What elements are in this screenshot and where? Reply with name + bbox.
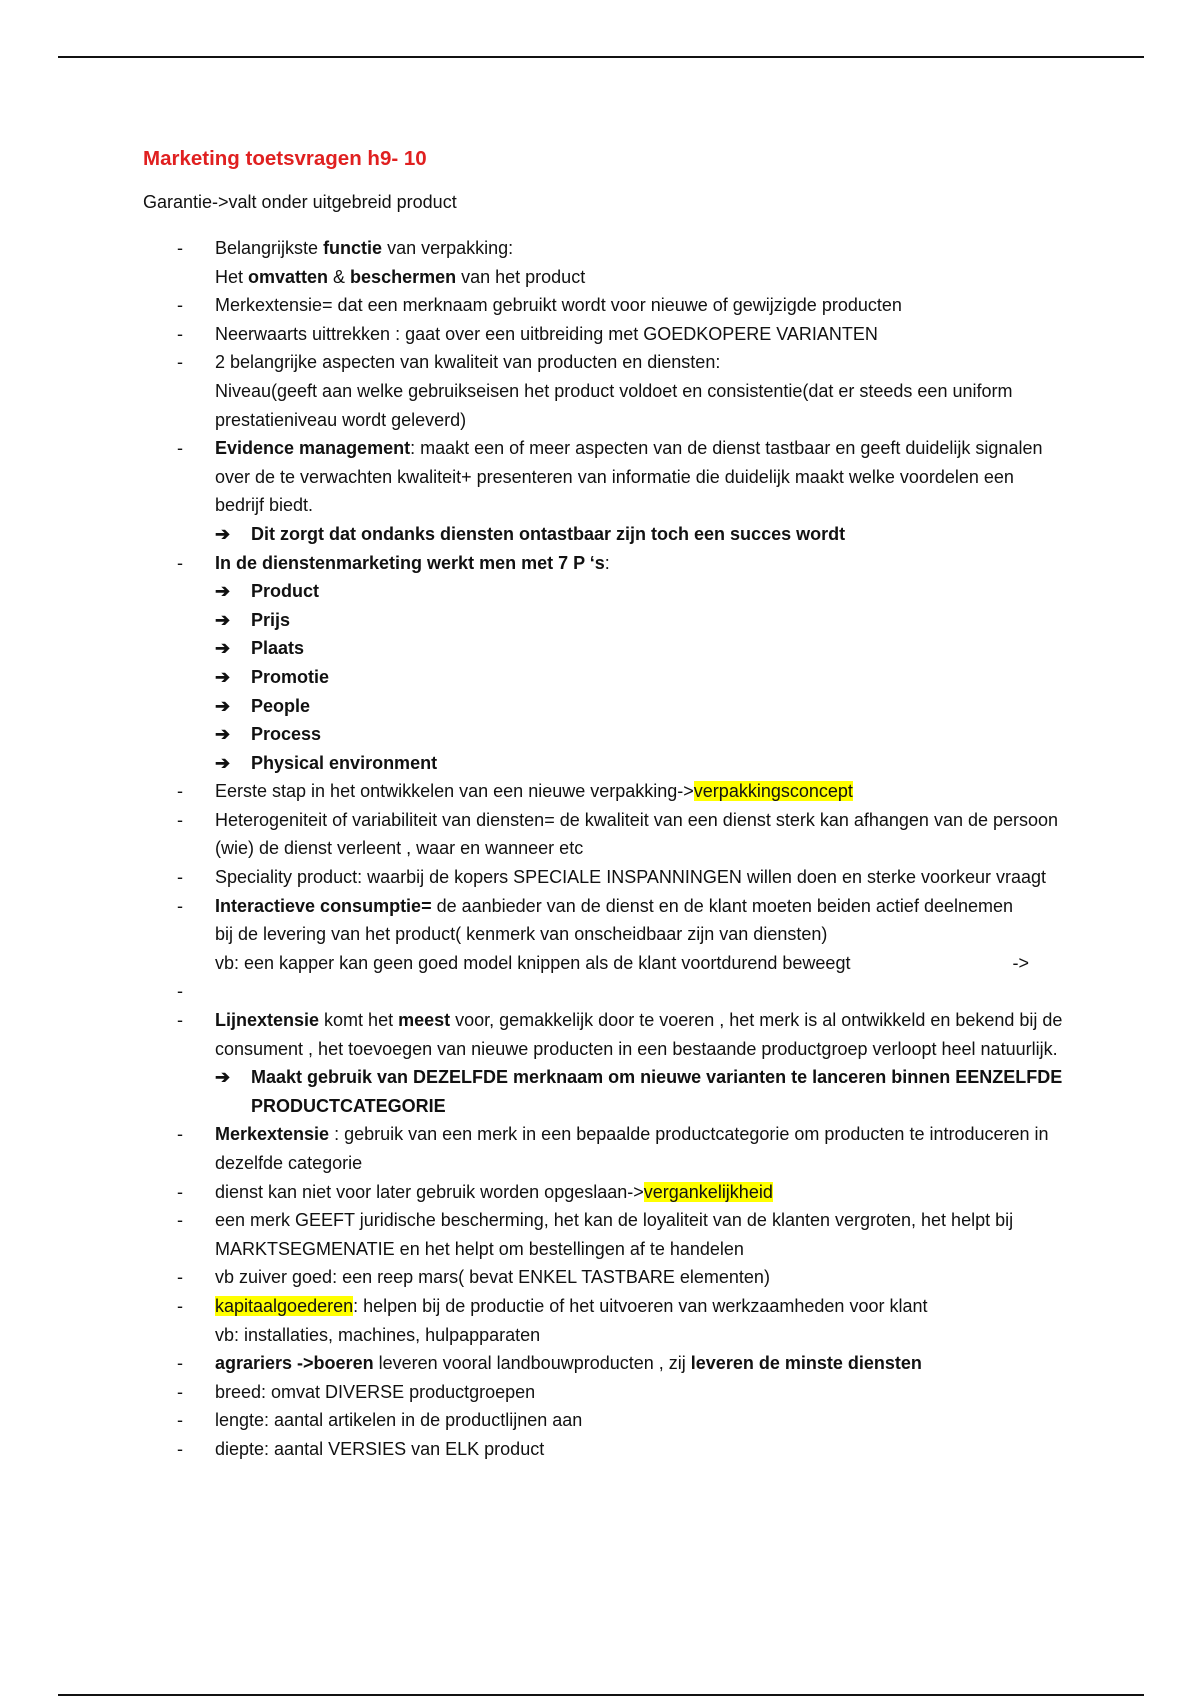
arrow-point: ➔ Dit zorgt dat ondanks diensten ontastbaar zijn toch een succes wordt (215, 520, 1063, 549)
arrow-point: ➔ Plaats (215, 634, 1063, 663)
bullet-dash: - (177, 1438, 183, 1459)
arrow-right-icon: ➔ (215, 724, 231, 745)
bullet-dash: - (177, 1381, 183, 1402)
list-item: - agrariers ->boeren leveren vooral landbouwproducten , zij leveren de minste diensten (143, 1349, 1063, 1378)
list-item-text: breed: omvat DIVERSE productgroepen (215, 1381, 536, 1402)
bullet-dash: - (177, 981, 183, 1002)
bullet-dash: - (177, 1410, 183, 1431)
bullet-dash: - (177, 438, 183, 459)
bullet-dash: - (177, 1010, 183, 1031)
list-item: - Merkextensie : gebruik van een merk in een bepaalde productcategorie om producten te introduceren in dezelfde categorie (143, 1120, 1063, 1177)
list-item (143, 1206, 1063, 1263)
arrow-point: ➔ Process (215, 720, 1063, 749)
list-item: - In de dienstenmarketing werkt men met 7 P ‘s: ➔ Product ➔ Prijs ➔ Plaats ➔ Promotie ➔ People ➔ Process ➔ Physical environment (143, 549, 1063, 778)
bullet-dash: - (177, 781, 183, 802)
bullet-dash: - (177, 867, 183, 888)
bullet-dash: - (177, 1267, 183, 1288)
arrow-point: ➔ Promotie (215, 663, 1063, 692)
arrow-right-icon: ➔ (215, 752, 231, 773)
list-item: - Lijnextensie komt het meest voor, gemakkelijk door te voeren , het merk is al ontwikkeld en bekend bij de consument , het toevoegen van nieuwe producten in een bestaande productgroep verloopt heel natuurlijk. ➔ Maakt gebruik van DEZELFDE merknaam om nieuwe varianten te lanceren binnen EENZELFDE PRODUCTCATEGORIE (143, 1006, 1063, 1120)
bullet-dash: - (177, 295, 183, 316)
list-item: - dienst kan niet voor later gebruik worden opgeslaan->vergankelijkheid (143, 1178, 1063, 1207)
arrow-point: ➔ People (215, 692, 1063, 721)
bullet-dash: - (177, 1295, 183, 1316)
arrow-right-icon: ➔ (215, 523, 231, 544)
list-item: - Eerste stap in het ontwikkelen van een nieuwe verpakking->verpakkingsconcept (143, 777, 1063, 806)
list-item: - Interactieve consumptie= de aanbieder van de dienst en de klant moeten beiden actief deelnemen bij de levering van het product( kenmerk van onscheidbaar zijn van diensten) -> vb: een kapper kan geen goed model knippen als de klant voortdurend beweegt (143, 892, 1063, 978)
bullet-dash: - (177, 1353, 183, 1374)
arrow-right-icon: ➔ (215, 609, 231, 630)
list-item (143, 863, 1063, 892)
list-item-text: Heterogeniteit of variabiliteit van diensten= de kwaliteit van een dienst sterk kan afhangen van de persoon (wie) de dienst verleent , waar en wanneer etc (215, 809, 1059, 859)
list-item-text: Neerwaarts uittrekken : gaat over een uitbreiding met GOEDKOPERE VARIANTEN (215, 323, 878, 344)
list-item-text: Speciality product: waarbij de kopers SPECIALE INSPANNINGEN willen doen en sterke voorkeur vraagt (215, 867, 1047, 888)
arrow-right-icon: ➔ (215, 695, 231, 716)
list-item (143, 806, 1063, 863)
document-title: Marketing toetsvragen h9- 10 (143, 147, 427, 170)
highlight: vergankelijkheid (643, 1181, 773, 1202)
notes-list (143, 234, 1063, 1464)
bullet-dash: - (177, 1124, 183, 1145)
bullet-dash: - (177, 352, 183, 373)
arrow-point: ➔ Physical environment (215, 749, 1063, 778)
list-item (143, 1435, 1063, 1464)
list-item-text: lengte: aantal artikelen in de productlijnen aan (215, 1410, 583, 1431)
arrow-point: ➔ Product (215, 577, 1063, 606)
bullet-dash: - (177, 1210, 183, 1231)
arrow-point: ➔ Prijs (215, 606, 1063, 635)
list-item: - kapitaalgoederen: helpen bij de productie of het uitvoeren van werkzaamheden voor klant vb: installaties, machines, hulpapparaten (143, 1292, 1063, 1349)
document-body (143, 144, 1063, 1464)
list-item: - Belangrijkste functie van verpakking: Het omvatten & beschermen van het product (143, 234, 1063, 291)
list-item (143, 1378, 1063, 1407)
bullet-dash: - (177, 552, 183, 573)
bullet-dash: - (177, 895, 183, 916)
list-item-text: diepte: aantal VERSIES van ELK product (215, 1438, 545, 1459)
arrow-right-icon: ➔ (215, 666, 231, 687)
highlight: verpakkingsconcept (693, 781, 853, 802)
arrow-right-icon: ➔ (215, 638, 231, 659)
list-item (143, 291, 1063, 320)
arrow-right-icon: ➔ (215, 1067, 231, 1088)
list-item (143, 320, 1063, 349)
bullet-dash: - (177, 1181, 183, 1202)
bullet-dash: - (177, 238, 183, 258)
bullet-dash: - (177, 809, 183, 830)
list-item-text: Merkextensie= dat een merknaam gebruikt wordt voor nieuwe of gewijzigde producten (215, 295, 902, 316)
top-rule (58, 56, 1144, 58)
bottom-rule (58, 1694, 1144, 1696)
list-item (143, 1263, 1063, 1292)
bullet-dash: - (177, 323, 183, 344)
list-item: - Evidence management: maakt een of meer aspecten van de dienst tastbaar en geeft duidelijk signalen over de te verwachten kwaliteit+ presenteren van informatie die duidelijk maakt welke voordelen een bedrijf biedt. ➔ Dit zorgt dat ondanks diensten ontastbaar zijn toch een succes wordt (143, 434, 1063, 548)
highlight: kapitaalgoederen (215, 1295, 354, 1316)
list-item: - 2 belangrijke aspecten van kwaliteit van producten en diensten: Niveau(geeft aan welke gebruikseisen het product voldoet en consistentie(dat er steeds een uniform prestatieniveau wordt geleverd) (143, 348, 1063, 434)
list-item-text: een merk GEEFT juridische bescherming, het kan de loyaliteit van de klanten vergroten, het helpt bij MARKTSEGMENATIE en het helpt om bestellingen af te handelen (215, 1210, 1014, 1259)
arrow-right-icon: ➔ (215, 581, 231, 602)
intro-line: Garantie->valt onder uitgebreid product (143, 192, 457, 212)
list-item-text: vb zuiver goed: een reep mars( bevat ENKEL TASTBARE elementen) (215, 1267, 770, 1288)
list-item (143, 1406, 1063, 1435)
arrow-point: ➔ Maakt gebruik van DEZELFDE merknaam om nieuwe varianten te lanceren binnen EENZELFDE PRODUCTCATEGORIE (215, 1063, 1063, 1120)
list-item (143, 977, 1063, 1006)
